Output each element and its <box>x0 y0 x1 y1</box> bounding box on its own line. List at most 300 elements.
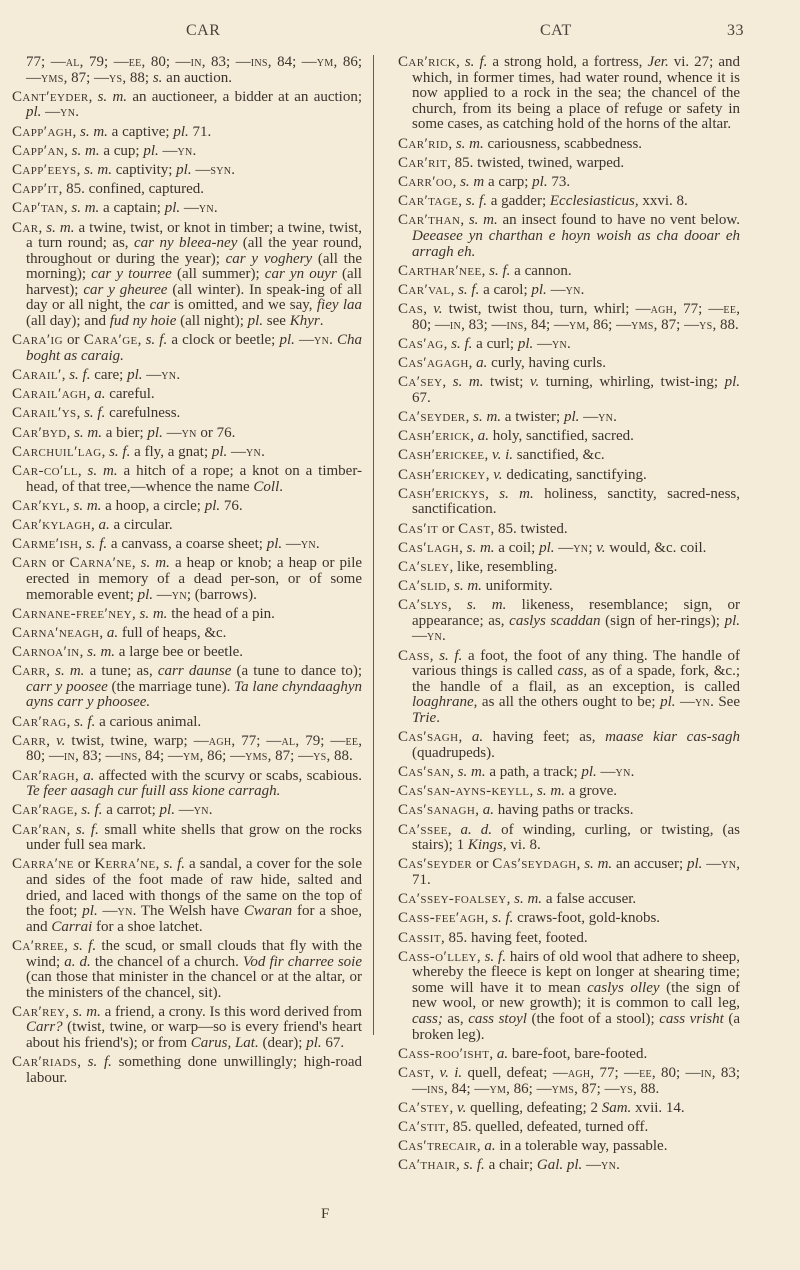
definition-text: , 85. confined, captured. <box>58 181 205 198</box>
definition-text: an insect found to have no vent below. <box>497 212 741 229</box>
definition-text: careful. <box>105 386 155 403</box>
italic-text: v. <box>529 374 540 391</box>
headword: Cash′erickey <box>398 466 486 483</box>
definition-text: , <box>91 516 99 533</box>
definition-text: — <box>97 903 118 920</box>
dictionary-entry <box>398 487 740 518</box>
definition-text: or <box>62 332 84 349</box>
definition-text: (dear); <box>258 1035 307 1052</box>
definition-text: , 84; — <box>523 316 569 333</box>
definition-text: a hitch of a rope; a knot on a timber-head, of that tree,—whence the name <box>26 462 363 495</box>
inflection-suffix: yn <box>177 142 193 159</box>
definition-text: affected with the scurvy or scabs, scabious. <box>94 767 362 784</box>
dictionary-entry <box>398 1158 740 1174</box>
definition-text: or <box>438 520 459 537</box>
inflection-suffix: yn <box>565 281 581 298</box>
definition-text: a circular. <box>109 516 173 533</box>
inflection-suffix: ym <box>316 54 334 70</box>
italic-text: s. m. <box>499 485 534 502</box>
definition-text: , 80; — <box>651 1065 701 1082</box>
definition-text: a fly, a gnat; <box>130 443 212 460</box>
inflection-suffix: yn <box>246 443 262 460</box>
dictionary-entry <box>12 518 362 534</box>
definition-text: , <box>64 937 74 954</box>
headword: Carchuil′lag <box>12 443 102 460</box>
definition-text: or <box>46 555 70 572</box>
dictionary-entry <box>398 375 740 406</box>
italic-text: Cha boght as caraig. <box>26 332 362 364</box>
definition-text: , as of a spade, fork, &c.; the handle of a flail, as an exception, is called <box>412 663 740 695</box>
italic-text: Te feer aasagh cur fuill ass kione carragh. <box>26 783 281 800</box>
definition-text: 67. <box>321 1035 345 1052</box>
inflection-suffix: yn <box>300 536 316 553</box>
definition-text: , vi. 8. <box>502 837 541 854</box>
dictionary-entry <box>398 175 740 191</box>
dictionary-entry <box>398 410 740 426</box>
italic-text: Carus, Lat. <box>190 1035 259 1052</box>
definition-text: . <box>315 536 320 553</box>
dictionary-entry <box>398 803 740 819</box>
definition-text: , 85. quelled, defeated, turned off. <box>445 1119 649 1135</box>
italic-text: pl. <box>211 443 228 460</box>
headword: Car′tage <box>398 193 459 210</box>
definition-text: , <box>484 447 493 464</box>
definition-text: as, <box>442 1011 469 1028</box>
definition-text: xxvi. 8. <box>638 193 688 210</box>
headword: Carna′ne <box>69 555 132 572</box>
definition-text: — <box>554 539 574 556</box>
definition-text: , 79; — <box>295 732 346 749</box>
definition-text: (can those that minister in the chancel or at the altar, or the ministers of the chancel, sit). <box>26 969 362 1001</box>
italic-text: s. f. <box>73 937 97 954</box>
italic-text: pl. <box>266 536 283 553</box>
headword: Carr′oo <box>398 173 453 190</box>
dictionary-entry <box>398 1120 740 1136</box>
definition-text: a canvass, a coarse sheet; <box>107 536 267 553</box>
headword: Car′rey <box>12 1003 66 1020</box>
inflection-suffix: ym <box>182 748 200 765</box>
headword: Car′val <box>398 281 451 298</box>
definition-text: , <box>449 1099 458 1116</box>
headword: Cash′erick <box>398 428 471 445</box>
italic-text: pl. <box>517 335 534 352</box>
italic-text: cass vrisht <box>659 1011 724 1028</box>
definition-text: , <box>485 466 494 483</box>
italic-text: s. m. <box>46 219 75 236</box>
italic-text: pl. <box>306 1035 322 1052</box>
dictionary-entry <box>398 55 740 133</box>
headword: Capp′it <box>12 181 59 198</box>
running-head-right: CAT <box>540 22 572 39</box>
headword: Cas′san <box>398 764 451 780</box>
definition-text: a hoop, a circle; <box>101 497 205 514</box>
definition-text: . <box>616 1157 620 1174</box>
inflection-suffix: ee <box>639 1065 652 1082</box>
dictionary-entry <box>12 125 362 141</box>
italic-text: Carrai <box>51 918 93 935</box>
definition-text: 73. <box>547 173 571 190</box>
italic-text: pl. <box>660 694 676 711</box>
inflection-suffix: yn <box>193 802 209 819</box>
definition-text: , <box>529 783 538 800</box>
definition-text: , 88. <box>326 748 353 765</box>
italic-text: pl. <box>247 313 264 330</box>
definition-text: , <box>66 821 76 838</box>
headword: Carnane-free′ney <box>12 605 133 622</box>
headword: Carail′agh <box>12 386 87 403</box>
definition-text: , 83; — <box>461 316 507 333</box>
italic-text: a. <box>482 802 494 819</box>
definition-text: a foot, the foot of any thing. The handle of various things is called <box>412 647 740 680</box>
inflection-suffix: yms <box>551 1080 575 1097</box>
definition-text: a carp; <box>484 173 533 190</box>
italic-text: pl. <box>539 539 555 556</box>
definition-text: (all harvest); <box>26 266 362 298</box>
headword: Ca′sey <box>398 374 443 391</box>
italic-text: s. m. <box>537 783 565 800</box>
definition-text: hairs of old wool that adhere to sheep, whereby the fleece is kept on longer at shearing time; some will have it to mean <box>412 948 740 996</box>
definition-text: . <box>75 104 79 121</box>
definition-text: , <box>88 88 98 105</box>
dictionary-entry <box>398 468 740 484</box>
definition-text: holy, sanctified, sacred. <box>489 428 634 445</box>
definition-text: a carious animal. <box>95 713 202 730</box>
inflection-suffix: yn <box>161 367 177 384</box>
headword: Cara′ig <box>12 332 63 349</box>
italic-text: s. m. <box>453 578 482 595</box>
dictionary-entry <box>398 429 740 445</box>
inflection-suffix: yn <box>601 1157 617 1174</box>
definition-text: , <box>423 301 434 318</box>
definition-text: . <box>567 335 571 352</box>
definition-text: a twister; <box>501 409 564 425</box>
italic-text: Khyr <box>289 313 320 330</box>
definition-text: , <box>456 1157 464 1174</box>
definition-text: . <box>436 710 440 727</box>
italic-text: s. m. <box>72 1003 101 1020</box>
definition-text: an auction. <box>162 69 232 86</box>
definition-text: . <box>213 200 218 217</box>
headword: Cass <box>398 647 430 664</box>
definition-text: , <box>443 335 452 352</box>
definition-text: , <box>489 1045 497 1062</box>
inflection-suffix: yn <box>60 104 76 121</box>
italic-text: s. f. <box>458 281 480 298</box>
definition-text: . See <box>710 694 740 711</box>
italic-text: Trie <box>412 710 437 727</box>
dictionary-entry <box>12 368 362 384</box>
headword: Cas′sagh <box>398 729 459 746</box>
italic-text: s. m. <box>74 424 103 441</box>
definition-text: a false accuser. <box>542 891 637 908</box>
headword: Cass-fee′agh <box>398 910 485 927</box>
definition-text: , <box>475 802 483 819</box>
definition-text: a large bee or beetle. <box>115 644 244 661</box>
dictionary-entry <box>12 426 362 442</box>
definition-text: a twine, twist, or knot in timber; a twine, twist, a turn round; as, <box>26 219 363 252</box>
dictionary-entry <box>398 649 740 727</box>
definition-text: (twist, twine, or warp—so is every friend's heart about his friend's); or from <box>26 1019 362 1052</box>
headword: Cas′lagh <box>398 539 460 556</box>
definition-text: a path, a track; <box>485 764 582 780</box>
inflection-suffix: yn <box>551 335 568 352</box>
headword: Cash′erickee <box>398 447 485 464</box>
definition-text: , <box>79 644 88 661</box>
italic-text: cass stoyl <box>468 1011 527 1028</box>
definition-text: (all summer); <box>171 266 265 283</box>
italic-text: s. f. <box>85 536 108 553</box>
definition-text: the chancel of a church. <box>90 953 243 970</box>
italic-text: pl. <box>581 764 597 780</box>
definition-text: , 88. <box>632 1080 660 1097</box>
headword: Car′rage <box>12 802 74 819</box>
definition-text: , <box>429 647 440 664</box>
definition-text: , 88. <box>712 316 739 333</box>
headword: Capp′agh <box>12 123 73 140</box>
italic-text: pl. <box>164 200 181 217</box>
definition-text: , as all the others ought to be; <box>473 694 661 711</box>
definition-text: , <box>66 713 75 730</box>
headword: Car′rit <box>398 154 448 171</box>
definition-text: . <box>630 764 635 780</box>
definition-text: , 85. twisted. <box>490 520 568 537</box>
headword: Car′than <box>398 212 461 229</box>
definition-text: small white shells that grow on the rocks under full sea mark. <box>26 821 362 854</box>
definition-text: a grove. <box>564 783 618 800</box>
headword: Ca′slid <box>398 578 447 595</box>
headword: Carme′ish <box>12 536 79 553</box>
italic-text: s. m. <box>97 88 128 105</box>
inflection-suffix: ins <box>506 316 524 333</box>
headword: Ca′ssee <box>398 821 448 838</box>
italic-text: s. f. <box>84 405 106 422</box>
inflection-suffix: yn <box>573 539 589 556</box>
dictionary-entry <box>12 1055 362 1086</box>
italic-text: s. m. <box>87 644 116 661</box>
italic-text: a. <box>476 355 488 372</box>
definition-text: or <box>73 856 95 873</box>
page-number: 33 <box>727 22 744 39</box>
definition-text: 71. <box>188 123 212 140</box>
dictionary-entry <box>12 387 362 403</box>
headword: Cas′san-ayns-keyll <box>398 783 530 800</box>
dictionary-entry <box>12 406 362 422</box>
italic-text: s. f. <box>465 193 487 210</box>
dictionary-entry <box>398 522 740 538</box>
definition-text: 77; — <box>26 54 66 70</box>
italic-text: Jer. <box>647 54 669 70</box>
italic-text: s. f. <box>74 713 96 730</box>
definition-text: quell, defeat; — <box>462 1065 568 1082</box>
dictionary-entry <box>398 283 740 299</box>
headword: Cast <box>458 520 491 537</box>
dictionary-entry-continuation <box>12 55 362 86</box>
inflection-suffix: ys <box>109 69 123 86</box>
italic-text: pl. <box>563 409 580 425</box>
dictionary-entry <box>12 499 362 515</box>
italic-text: s. f. <box>75 821 99 838</box>
dictionary-entry <box>398 931 740 947</box>
dictionary-entry <box>398 560 740 576</box>
definition-text: a carol; <box>479 281 532 298</box>
italic-text: v. i. <box>492 447 513 464</box>
headword: Cas′trecair <box>398 1138 477 1155</box>
dictionary-entry <box>12 464 362 495</box>
italic-text: s. f. <box>463 1157 485 1174</box>
dictionary-entry <box>12 939 362 1001</box>
definition-text: . <box>319 313 324 330</box>
dictionary-entry <box>398 1066 740 1097</box>
definition-text: a cannon. <box>510 262 572 279</box>
italic-text: s. m. <box>139 605 168 622</box>
dictionary-entry <box>398 302 740 333</box>
definition-text: , 86; — <box>26 54 362 86</box>
italic-text: a. <box>106 624 119 641</box>
dictionary-entry <box>398 356 740 372</box>
italic-text: s. f. <box>489 262 511 279</box>
definition-text: , <box>456 54 465 70</box>
definition-text: , <box>447 821 461 838</box>
italic-text: s. m. <box>466 597 507 614</box>
definition-text: , <box>470 428 478 445</box>
definition-text: a sandal, a cover for the sole and sides of the foot made of raw hide, salted and dried, and laced with thongs of the same on the top of the foot; <box>26 856 362 920</box>
definition-text: , <box>447 597 467 614</box>
dictionary-entry <box>12 163 362 179</box>
italic-text: s. m. <box>140 555 170 572</box>
inflection-suffix: yn <box>198 200 214 217</box>
definition-text: is omitted, and we say, <box>169 297 317 314</box>
inflection-suffix: yn <box>117 903 133 920</box>
headword: Car′ran <box>12 821 67 838</box>
definition-text: , 87; — <box>574 1080 620 1097</box>
inflection-suffix: al <box>65 54 80 70</box>
definition-text: , <box>73 802 82 819</box>
dictionary-entry <box>12 221 362 330</box>
inflection-suffix: in <box>449 316 462 333</box>
definition-text: , 80; — <box>412 301 740 333</box>
inflection-suffix: agh <box>208 732 232 749</box>
definition-text: having feet; as, <box>483 729 606 746</box>
definition-text: curly, having curls. <box>487 355 607 372</box>
definition-text: , <box>46 732 57 749</box>
italic-text: car y gheuree <box>83 281 168 298</box>
italic-text: pl. <box>147 424 163 441</box>
definition-text: a coil; <box>494 539 540 556</box>
definition-text: , 87; — <box>267 748 314 765</box>
definition-text: — <box>582 1157 602 1174</box>
italic-text: s. f. <box>163 856 185 873</box>
definition-text: 76. <box>220 497 243 514</box>
definition-text: , <box>132 605 140 622</box>
definition-text: twist; <box>483 374 530 391</box>
italic-text: s. <box>152 69 163 86</box>
signature-mark: F <box>321 1206 330 1222</box>
headword: Cas′agagh <box>398 355 469 372</box>
definition-text: (quadrupeds). <box>412 744 495 761</box>
definition-text: , <box>46 663 56 680</box>
italic-text: s. m. <box>452 374 484 391</box>
definition-text: , 77; — <box>231 732 282 749</box>
right-column <box>398 55 740 1178</box>
definition-text: , <box>481 262 490 279</box>
definition-text: (all night); <box>176 313 248 330</box>
headword: Cant′eyder <box>12 88 89 105</box>
definition-text: — <box>546 281 566 298</box>
headword: Carna′neagh <box>12 624 100 641</box>
headword: Cas′ag <box>398 335 444 352</box>
definition-text: a gadder; <box>486 193 550 210</box>
headword: Carn <box>12 555 47 572</box>
definition-text: , <box>506 891 515 908</box>
inflection-suffix: yms <box>41 69 64 86</box>
definition-text: — <box>180 200 199 217</box>
definition-text: — <box>675 694 696 711</box>
headword: Cap′tan <box>12 200 64 217</box>
dictionary-entry <box>12 201 362 217</box>
headword: Carail′ <box>12 367 62 384</box>
definition-text: carefulness. <box>105 405 181 422</box>
definition-text: an accuser; <box>612 856 687 873</box>
headword: Cas′it <box>398 520 439 537</box>
definition-text: the scud, or small clouds that fly with the wind; <box>26 937 362 970</box>
definition-text: — <box>162 424 182 441</box>
definition-text: . <box>176 367 181 384</box>
dictionary-entry <box>12 769 362 800</box>
definition-text: , <box>450 764 458 780</box>
definition-text: , <box>77 462 88 479</box>
definition-text: . <box>580 281 585 298</box>
definition-text: , <box>131 555 141 572</box>
definition-text: . <box>208 802 213 819</box>
inflection-suffix: ee <box>128 54 142 70</box>
definition-text: (the sign of new wool, or new growth); it is common to call leg, <box>412 979 740 1012</box>
italic-text: Sam. <box>601 1099 632 1116</box>
italic-text: s. m. <box>71 142 100 159</box>
italic-text: s. m. <box>73 497 102 514</box>
definition-text: . <box>329 332 337 349</box>
definition-text: — <box>702 856 722 873</box>
definition-text: — <box>596 764 616 780</box>
inflection-suffix: yms <box>245 748 268 765</box>
italic-text: Cwaran <box>243 903 293 920</box>
italic-text: s. f. <box>451 335 473 352</box>
definition-text: (all winter). In speak-ing of all day or all night, the <box>26 281 362 314</box>
definition-text: . <box>192 142 197 159</box>
italic-text: Ecclesiasticus, <box>549 193 639 210</box>
italic-text: car y voghery <box>225 250 313 267</box>
inflection-suffix: yn <box>598 409 614 425</box>
italic-text: a. <box>477 428 490 445</box>
italic-text: a. <box>496 1045 509 1062</box>
definition-text: having paths or tracks. <box>493 802 634 819</box>
definition-text: , 77; — <box>673 301 724 318</box>
definition-text: ; (barrows). <box>186 586 257 603</box>
italic-text: s. m. <box>514 891 543 908</box>
definition-text: — <box>579 409 599 425</box>
italic-text: v. <box>493 466 503 483</box>
definition-text: bare-foot, bare-footed. <box>508 1045 648 1062</box>
italic-text: s. f. <box>464 54 488 70</box>
italic-text: Gal. pl. <box>536 1157 583 1174</box>
definition-text: — <box>227 443 247 460</box>
italic-text: fud ny hoie <box>109 313 177 330</box>
italic-text: s. m. <box>87 462 118 479</box>
definition-text: , <box>65 1003 73 1020</box>
headword: Car′kylagh <box>12 516 92 533</box>
definition-text: , <box>78 536 86 553</box>
inflection-suffix: agh <box>650 301 674 318</box>
italic-text: s. m. <box>584 856 613 873</box>
